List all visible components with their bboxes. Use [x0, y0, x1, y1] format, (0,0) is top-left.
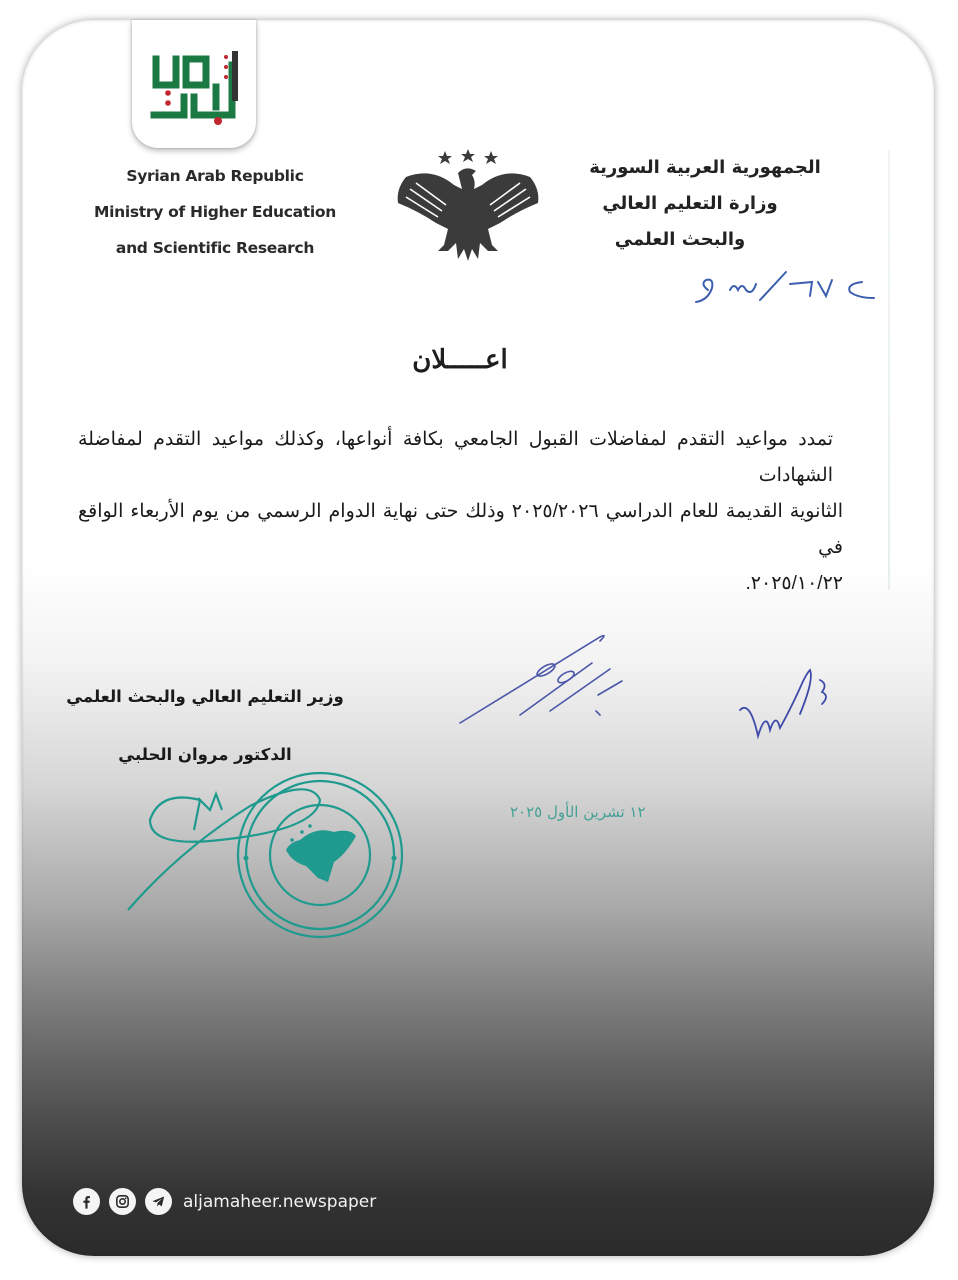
- letterhead-arabic: [560, 150, 850, 258]
- signatory-block: [60, 668, 350, 784]
- telegram-link[interactable]: [145, 1188, 172, 1215]
- announcement-line: ٢٠٢٥/١٠/٢٢.: [745, 573, 843, 594]
- instagram-icon: [114, 1193, 131, 1210]
- facebook-link[interactable]: [73, 1188, 100, 1215]
- eagle-emblem-icon: [388, 145, 548, 265]
- facebook-icon: [78, 1193, 95, 1210]
- announcement-line: تمدد مواعيد التقدم لمفاضلات القبول الجامعي بكافة أنواعها، وكذلك مواعيد التقدم لمفاضلة الشهادات: [78, 429, 833, 486]
- ministry-stamp-icon: [120, 770, 410, 940]
- instagram-link[interactable]: [109, 1188, 136, 1215]
- letterhead-en-line: Syrian Arab Republic: [126, 167, 304, 185]
- announcement-line: الثانوية القديمة للعام الدراسي ٢٠٢٥/٢٠٢٦ وذلك حتى نهاية الدوام الرسمي من يوم الأربعاء الواقع في: [78, 501, 843, 558]
- announcement-title: اعـــــلان: [412, 345, 508, 375]
- stamp-date: ١٢ تشرين الأول ٢٠٢٥: [510, 803, 646, 821]
- initials-signature: [450, 615, 630, 725]
- letterhead-ar-line: والبحث العلمي: [614, 229, 746, 250]
- letterhead-en-line: Ministry of Higher Education: [94, 203, 336, 221]
- letterhead-en-line: and Scientific Research: [115, 239, 315, 257]
- signatory-position: وزير التعليم العالي والبحث العلمي: [66, 687, 344, 706]
- signatory-name: الدكتور مروان الحلبي: [118, 745, 292, 764]
- letterhead-ar-line: الجمهورية العربية السورية: [589, 157, 821, 178]
- letterhead-english: [80, 158, 350, 266]
- social-footer: [73, 1188, 376, 1215]
- announcement-body: [78, 422, 843, 602]
- telegram-icon: [150, 1193, 167, 1210]
- minister-signature: [730, 640, 850, 750]
- brand-logo-tab[interactable]: [132, 20, 256, 148]
- paper-edge: [888, 150, 890, 590]
- social-handle[interactable]: aljamaheer.newspaper: [183, 1191, 377, 1212]
- letterhead-ar-line: وزارة التعليم العالي: [602, 193, 778, 214]
- aljamaheer-logo-icon: [144, 47, 244, 127]
- handwritten-reference-number: [690, 262, 890, 312]
